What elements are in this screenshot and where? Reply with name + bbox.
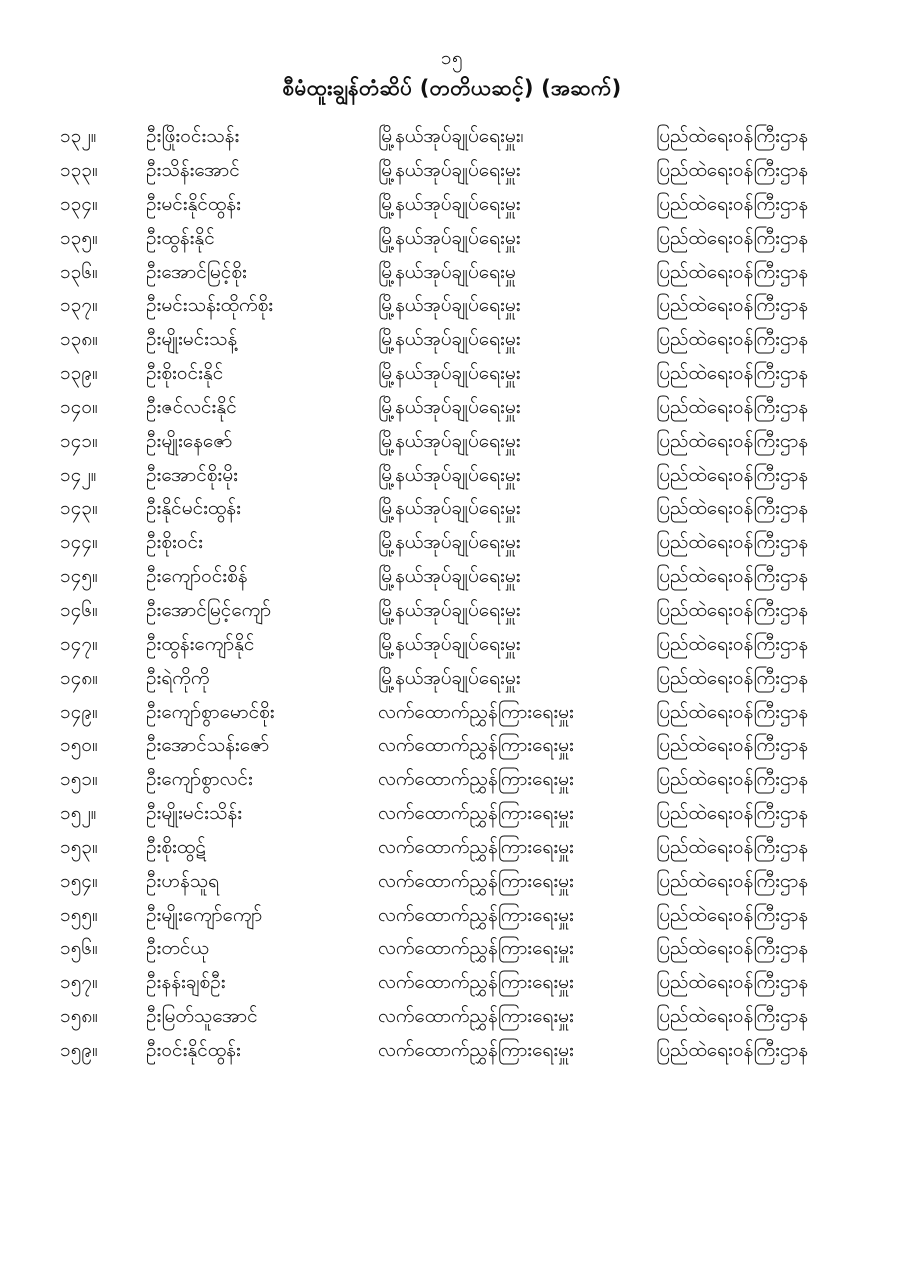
row-name: ဦးမျိုးမင်းသိန်း xyxy=(146,802,243,825)
table-row xyxy=(60,594,904,628)
row-position: မြို့နယ်အုပ်ချုပ်ရေးမှူး xyxy=(378,362,521,385)
row-ministry: ပြည်ထဲရေးဝန်ကြီးဌာန xyxy=(656,531,809,554)
table-row xyxy=(60,323,904,357)
row-number: ၁၄၀။ xyxy=(60,395,98,418)
row-name: ဦးနိုင်မင်းထွန်း xyxy=(146,497,241,520)
row-name: ဦးရဲကိုကို xyxy=(146,666,210,689)
row-ministry: ပြည်ထဲရေးဝန်ကြီးဌာန xyxy=(656,362,809,385)
row-name: ဦးမျိုးနေဇော် xyxy=(146,429,233,452)
table-row xyxy=(60,696,904,730)
table-row xyxy=(60,865,904,899)
page-number: ၁၅ xyxy=(440,47,464,69)
row-ministry: ပြည်ထဲရေးဝန်ကြီးဌာန xyxy=(656,599,809,621)
row-position: မြို့နယ်အုပ်ချုပ်ရေးမှူး xyxy=(378,429,521,452)
row-number: ၁၄၄။ xyxy=(60,531,98,554)
table-row xyxy=(60,662,904,696)
row-position: မြို့နယ်အုပ်ချုပ်ရေးမှူး xyxy=(378,294,521,317)
row-name: ဦးမင်းသန်းထိုက်စိုး xyxy=(146,294,274,317)
table-row xyxy=(60,831,904,865)
row-number: ၁၅၉။ xyxy=(60,1038,98,1061)
row-position: လက်ထောက်ညွှန်ကြားရေးမှူး xyxy=(378,700,574,723)
table-row xyxy=(60,120,904,154)
row-ministry: ပြည်ထဲရေးဝန်ကြီးဌာန xyxy=(656,835,809,858)
row-position: မြို့နယ်အုပ်ချုပ်ရေးမှူး xyxy=(378,531,521,554)
table-row xyxy=(60,154,904,188)
row-position: မြို့နယ်အုပ်ချုပ်ရေးမှူး xyxy=(378,159,521,182)
row-ministry: ပြည်ထဲရေးဝန်ကြီးဌာန xyxy=(656,226,809,249)
row-name: ဦးတင်ယု xyxy=(146,937,209,960)
row-number: ၁၄၉။ xyxy=(60,700,98,723)
row-ministry: ပြည်ထဲရေးဝန်ကြီးဌာန xyxy=(656,937,809,960)
row-name: ဦးမျိုးကျော်ကျော် xyxy=(146,903,263,926)
row-number: ၁၄၂။ xyxy=(60,463,97,486)
row-ministry: ပြည်ထဲရေးဝန်ကြီးဌာန xyxy=(656,869,809,892)
row-number: ၁၅၃။ xyxy=(60,835,98,858)
row-position: မြို့နယ်အုပ်ချုပ်ရေးမှူး xyxy=(378,395,521,418)
row-number: ၁၃၈။ xyxy=(60,328,98,351)
row-position: လက်ထောက်ညွှန်ကြားရေးမှူး xyxy=(378,937,574,960)
row-number: ၁၃၃။ xyxy=(60,159,98,182)
table-row xyxy=(60,256,904,290)
row-number: ၁၃၉။ xyxy=(60,362,98,385)
row-number: ၁၅၆။ xyxy=(60,937,98,960)
row-position: လက်ထောက်ညွှန်ကြားရေးမှူး xyxy=(378,768,574,791)
row-ministry: ပြည်ထဲရေးဝန်ကြီးဌာန xyxy=(656,768,809,791)
awards-roster-table xyxy=(60,120,904,1068)
row-ministry: ပြည်ထဲရေးဝန်ကြီးဌာန xyxy=(656,497,809,520)
row-number: ၁၃၇။ xyxy=(60,294,98,317)
row-name: ဦးမျိုးမင်းသန့် xyxy=(146,328,238,351)
row-name: ဦးအောင်စိုးမိုး xyxy=(146,463,238,486)
row-number: ၁၅၇။ xyxy=(60,971,98,994)
row-name: ဦးကျော်စွာမောင်စိုး xyxy=(146,700,275,723)
table-row xyxy=(60,1034,904,1068)
row-position: မြို့နယ်အုပ်ချုပ်ရေးမှူး xyxy=(378,463,521,486)
row-ministry: ပြည်ထဲရေးဝန်ကြီးဌာန xyxy=(656,666,809,689)
row-ministry: ပြည်ထဲရေးဝန်ကြီးဌာန xyxy=(656,429,809,452)
row-position: မြို့နယ်အုပ်ချုပ်ရေးမှူး xyxy=(378,632,521,655)
table-row xyxy=(60,425,904,459)
row-name: ဦးဟန်သူရ xyxy=(146,869,220,892)
row-ministry: ပြည်ထဲရေးဝန်ကြီးဌာန xyxy=(656,260,809,283)
row-number: ၁၄၁။ xyxy=(60,429,98,452)
table-row xyxy=(60,188,904,222)
table-row xyxy=(60,459,904,493)
row-position: မြို့နယ်အုပ်ချုပ်ရေးမှူ xyxy=(378,260,516,283)
table-row xyxy=(60,966,904,1000)
row-ministry: ပြည်ထဲရေးဝန်ကြီးဌာန xyxy=(656,328,809,351)
row-name: ဦးအောင်မြင့်ကျော် xyxy=(146,599,272,621)
row-number: ၁၅၁။ xyxy=(60,768,98,791)
row-position: မြို့နယ်အုပ်ချုပ်ရေးမှူး xyxy=(378,599,521,621)
row-ministry: ပြည်ထဲရေးဝန်ကြီးဌာန xyxy=(656,734,809,757)
row-number: ၁၅၈။ xyxy=(60,1005,98,1028)
row-position: မြို့နယ်အုပ်ချုပ်ရေးမှူး xyxy=(378,328,521,351)
row-position: မြို့နယ်အုပ်ချုပ်ရေးမှူး xyxy=(378,226,521,249)
row-ministry: ပြည်ထဲရေးဝန်ကြီးဌာန xyxy=(656,395,809,418)
row-name: ဦးကျော်စွာလင်း xyxy=(146,768,253,791)
table-row xyxy=(60,1000,904,1034)
row-ministry: ပြည်ထဲရေးဝန်ကြီးဌာန xyxy=(656,463,809,486)
row-position: လက်ထောက်ညွှန်ကြားရေးမှူး xyxy=(378,971,574,994)
table-row xyxy=(60,357,904,391)
row-name: ဦးထွန်းကျော်နိုင် xyxy=(146,632,255,655)
row-ministry: ပြည်ထဲရေးဝန်ကြီးဌာန xyxy=(656,971,809,994)
table-row xyxy=(60,391,904,425)
table-row xyxy=(60,526,904,560)
row-number: ၁၅၄။ xyxy=(60,869,98,892)
row-position: မြို့နယ်အုပ်ချုပ်ရေးမှူး xyxy=(378,565,521,588)
row-name: ဦးစိုးဝင်းနိုင် xyxy=(146,362,224,385)
row-position: လက်ထောက်ညွှန်ကြားရေးမှူး xyxy=(378,869,574,892)
row-ministry: ပြည်ထဲရေးဝန်ကြီးဌာန xyxy=(656,1005,809,1028)
row-number: ၁၄၃။ xyxy=(60,497,98,520)
row-ministry: ပြည်ထဲရေးဝန်ကြီးဌာန xyxy=(656,903,809,926)
row-name: ဦးဝင်းနိုင်ထွန်း xyxy=(146,1038,241,1061)
row-ministry: ပြည်ထဲရေးဝန်ကြီးဌာန xyxy=(656,125,809,148)
row-position: မြို့နယ်အုပ်ချုပ်ရေးမှူး xyxy=(378,192,521,215)
row-position: မြို့နယ်အုပ်ချုပ်ရေးမှူး၊ xyxy=(378,125,524,148)
row-ministry: ပြည်ထဲရေးဝန်ကြီးဌာန xyxy=(656,294,809,317)
row-name: ဦးစိုးဝင်း xyxy=(146,531,203,554)
row-number: ၁၃၄။ xyxy=(60,192,98,215)
table-row xyxy=(60,729,904,763)
row-number: ၁၅၀။ xyxy=(60,734,98,757)
row-number: ၁၅၅။ xyxy=(60,903,98,926)
row-number: ၁၃၆။ xyxy=(60,260,98,283)
row-ministry: ပြည်ထဲရေးဝန်ကြီးဌာန xyxy=(656,1038,809,1061)
row-name: ဦးဇင်လင်းနိုင် xyxy=(146,395,237,418)
row-position: လက်ထောက်ညွှန်ကြားရေးမှူး xyxy=(378,835,574,858)
table-row xyxy=(60,492,904,526)
row-number: ၁၄၆။ xyxy=(60,599,98,621)
table-row xyxy=(60,932,904,966)
table-row xyxy=(60,763,904,797)
row-name: ဦးကျော်ဝင်းစိန် xyxy=(146,565,248,588)
row-position: လက်ထောက်ညွှန်ကြားရေးမှူး xyxy=(378,1005,574,1028)
row-number: ၁၅၂။ xyxy=(60,802,97,825)
row-ministry: ပြည်ထဲရေးဝန်ကြီးဌာန xyxy=(656,159,809,182)
row-number: ၁၃၂။ xyxy=(60,125,97,148)
table-row xyxy=(60,628,904,662)
table-row xyxy=(60,899,904,933)
row-name: ဦးအောင်မြင့်စိုး xyxy=(146,260,247,283)
row-name: ဦးဖြိုးဝင်းသန်း xyxy=(146,125,240,148)
row-ministry: ပြည်ထဲရေးဝန်ကြီးဌာန xyxy=(656,802,809,825)
row-name: ဦးအောင်သန်းဇော် xyxy=(146,734,270,757)
row-ministry: ပြည်ထဲရေးဝန်ကြီးဌာန xyxy=(656,632,809,655)
row-position: လက်ထောက်ညွှန်ကြားရေးမှူး xyxy=(378,734,574,757)
row-name: ဦးမင်းနိုင်ထွန်း xyxy=(146,192,241,215)
row-name: ဦးထွန်းနိုင် xyxy=(146,226,215,249)
row-position: လက်ထောက်ညွှန်ကြားရေးမှူး xyxy=(378,903,574,926)
row-name: ဦးမြတ်သူအောင် xyxy=(146,1005,258,1028)
page-title: စီမံထူးချွန်တံဆိပ် (တတိယဆင့်) (အဆက်) xyxy=(282,75,622,100)
row-name: ဦးနန်းချစ်ဦး xyxy=(146,971,226,994)
row-number: ၁၄၇။ xyxy=(60,632,98,655)
row-position: လက်ထောက်ညွှန်ကြားရေးမှူး xyxy=(378,1038,574,1061)
row-ministry: ပြည်ထဲရေးဝန်ကြီးဌာန xyxy=(656,565,809,588)
row-name: ဦးသိန်းအောင် xyxy=(146,159,240,182)
row-name: ဦးစိုးထွဋ် xyxy=(146,835,206,858)
row-ministry: ပြည်ထဲရေးဝန်ကြီးဌာန xyxy=(656,700,809,723)
row-ministry: ပြည်ထဲရေးဝန်ကြီးဌာန xyxy=(656,192,809,215)
table-body xyxy=(60,120,904,1068)
row-number: ၁၃၅။ xyxy=(60,226,98,249)
table-row xyxy=(60,797,904,831)
row-position: လက်ထောက်ညွှန်ကြားရေးမှူး xyxy=(378,802,574,825)
table-row xyxy=(60,289,904,323)
row-number: ၁၄၅။ xyxy=(60,565,98,588)
row-position: မြို့နယ်အုပ်ချုပ်ရေးမှူး xyxy=(378,497,521,520)
table-row xyxy=(60,222,904,256)
row-position: မြို့နယ်အုပ်ချုပ်ရေးမှူး xyxy=(378,666,521,689)
table-row xyxy=(60,560,904,594)
row-number: ၁၄၈။ xyxy=(60,666,98,689)
